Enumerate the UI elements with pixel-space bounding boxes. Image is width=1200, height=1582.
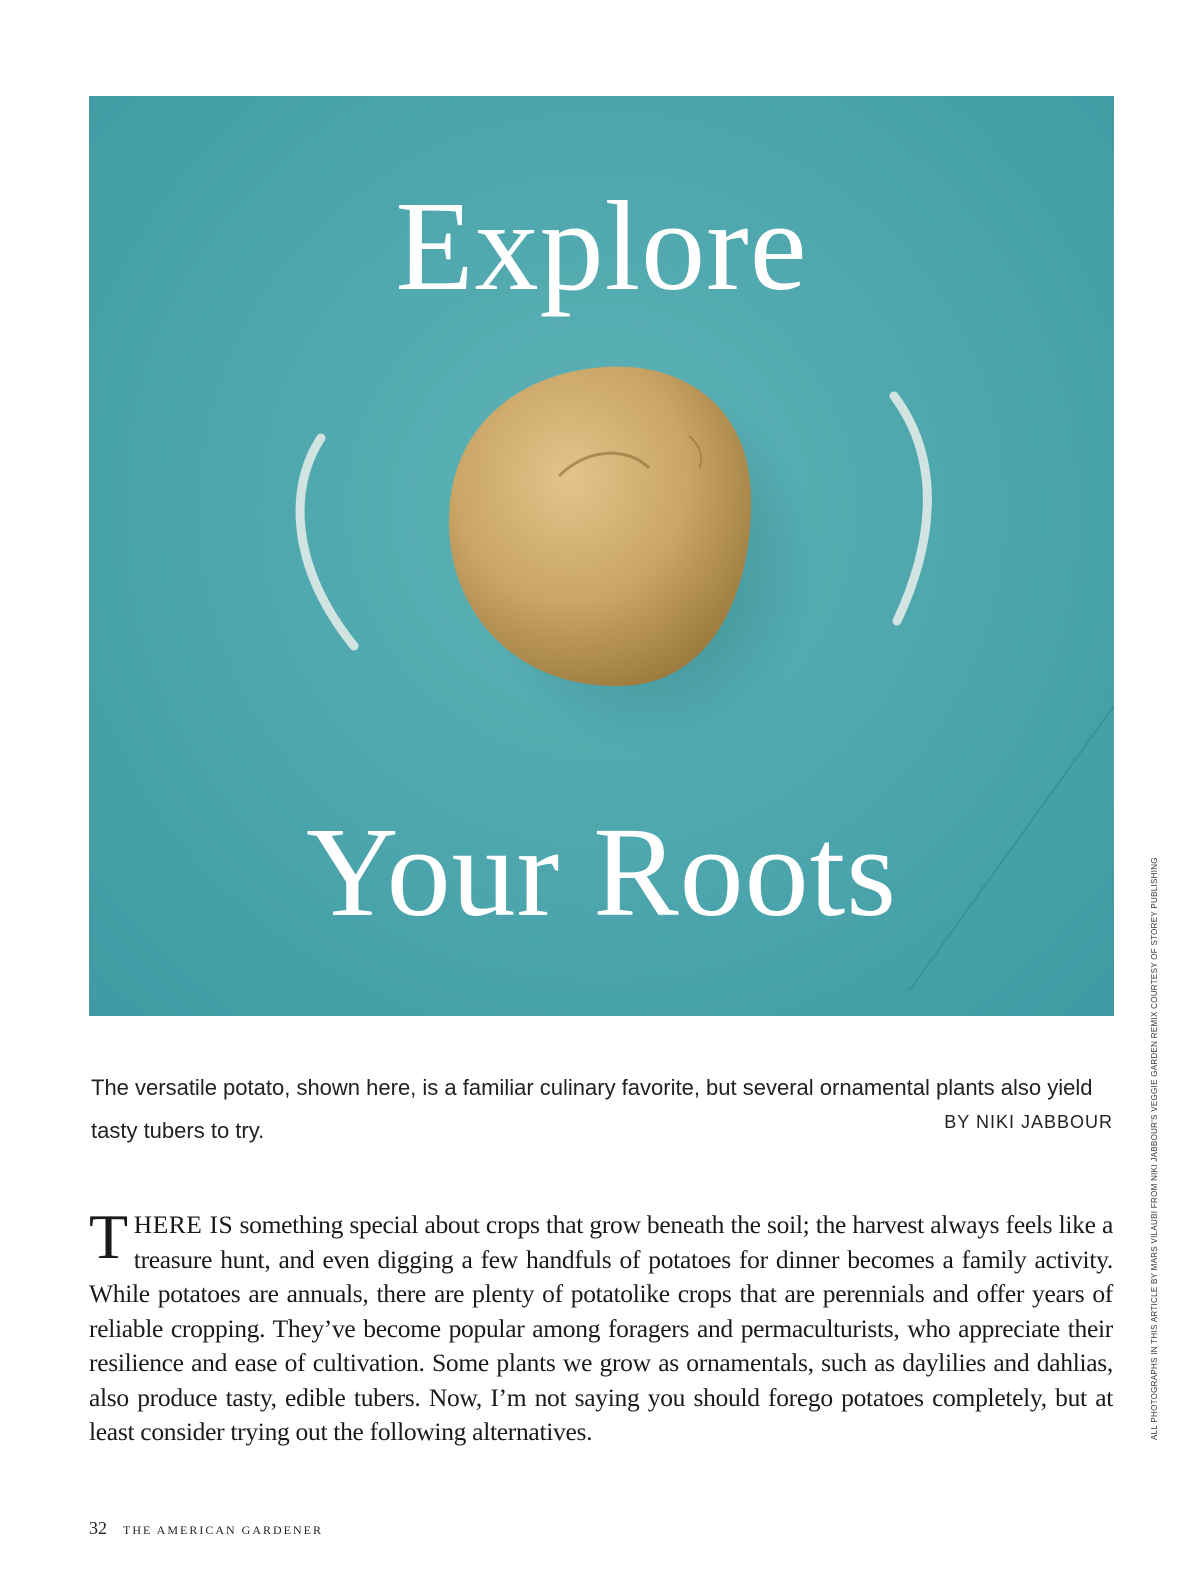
chalk-left-paren xyxy=(300,438,354,646)
hero-photo xyxy=(89,96,1114,1016)
chalk-right-paren xyxy=(894,396,927,621)
byline: BY NIKI JABBOUR xyxy=(944,1112,1113,1132)
magazine-name: THE AMERICAN GARDENER xyxy=(123,1523,323,1537)
photo-credit: ALL PHOTOGRAPHS IN THIS ARTICLE BY MARS VILAUBI FROM NIKI JABBOUR'S VEGGIE GARDEN REMIX COURTESY OF STOREY PUBLISHING xyxy=(1150,857,1159,1440)
headline-explore: Explore xyxy=(395,175,808,317)
page-number: 32 xyxy=(89,1518,107,1538)
lead-in: HERE IS xyxy=(133,1210,234,1239)
article-body xyxy=(89,1201,1113,1450)
drop-cap: T xyxy=(89,1201,128,1272)
body-text: something special about crops that grow beneath the soil; the harvest always feels like a treasure hunt, and even digging a few handfuls of potatoes for dinner becomes a family activity. While potatoes are annuals, there are plenty of potatolike crops that are perennials and offer years of reliable cropping. They’ve become popular among foragers and permaculturists, who appreciate their resilience and ease of cultivation. Some plants we grow as ornamentals, such as daylilies and dahlias, also produce tasty, edible tubers. Now, I’m not saying you should forego potatoes completely, but at least consider trying out the following alternatives. xyxy=(89,1210,1113,1446)
headline-your-roots: Your Roots xyxy=(306,801,897,943)
page-footer xyxy=(89,1518,323,1539)
article-deck: The versatile potato, shown here, is a familiar culinary favorite, but several ornamental plants also yield tasty tubers to try. xyxy=(91,1075,1093,1143)
